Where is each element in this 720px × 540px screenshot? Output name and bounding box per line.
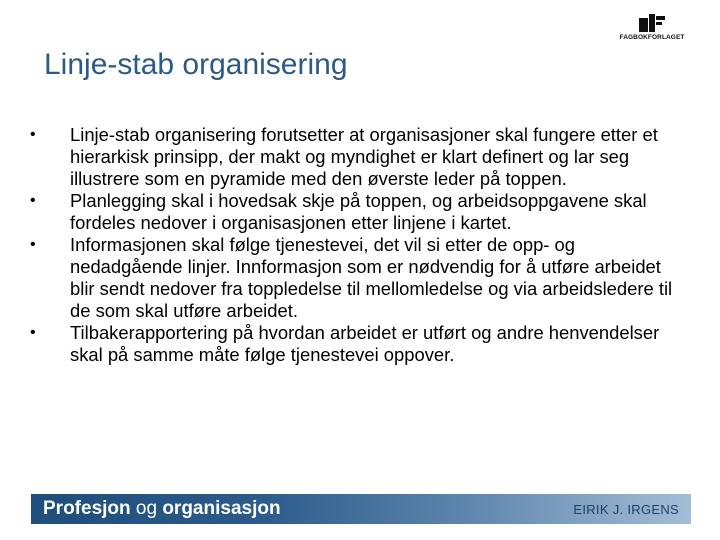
book-title-part: organisasjon xyxy=(162,498,281,519)
bullet-dot-icon: • xyxy=(30,192,36,209)
footer-banner xyxy=(31,494,691,524)
book-title xyxy=(43,498,281,520)
book-icon xyxy=(639,14,665,32)
bullet-text: Informasjonen skal følge tjenestevei, det vil si etter de opp- og nedadgående linjer. Innformasjon som er nødvendig for å utføre arbeidet blir sendt nedover fra toppledelse til mellomledelse og via arbeidsledere til de som skal utføre arbeidet. xyxy=(70,234,673,321)
bullet-item xyxy=(24,234,684,322)
bullet-item xyxy=(24,322,684,366)
slide-title: Linje-stab organisering xyxy=(44,48,348,81)
publisher-logo xyxy=(616,14,688,48)
publisher-name: FAGBOKFORLAGET xyxy=(619,34,685,41)
bullet-text: Planlegging skal i hovedsak skje på toppen, og arbeidsoppgavene skal fordeles nedover i organisasjonen etter linjene i kartet. xyxy=(70,190,647,233)
book-title-connector: og xyxy=(135,498,158,519)
bullet-dot-icon: • xyxy=(30,126,36,143)
book-title-part: Profesjon xyxy=(43,498,131,519)
bullet-item xyxy=(24,190,684,234)
bullet-text: Tilbakerapportering på hvordan arbeidet er utført og andre henvendelser skal på samme måte følge tjenestevei oppover. xyxy=(70,322,660,365)
bullet-text: Linje-stab organisering forutsetter at organisasjoner skal fungere etter et hierarkisk prinsipp, der makt og myndighet er klart definert og lar seg illustrere som en pyramide med den øverste leder på toppen. xyxy=(70,124,658,189)
bullet-list xyxy=(24,124,684,366)
bullet-dot-icon: • xyxy=(30,236,36,253)
author-name: EIRIK J. IRGENS xyxy=(573,502,679,517)
bullet-dot-icon: • xyxy=(30,324,36,341)
bullet-item xyxy=(24,124,684,190)
